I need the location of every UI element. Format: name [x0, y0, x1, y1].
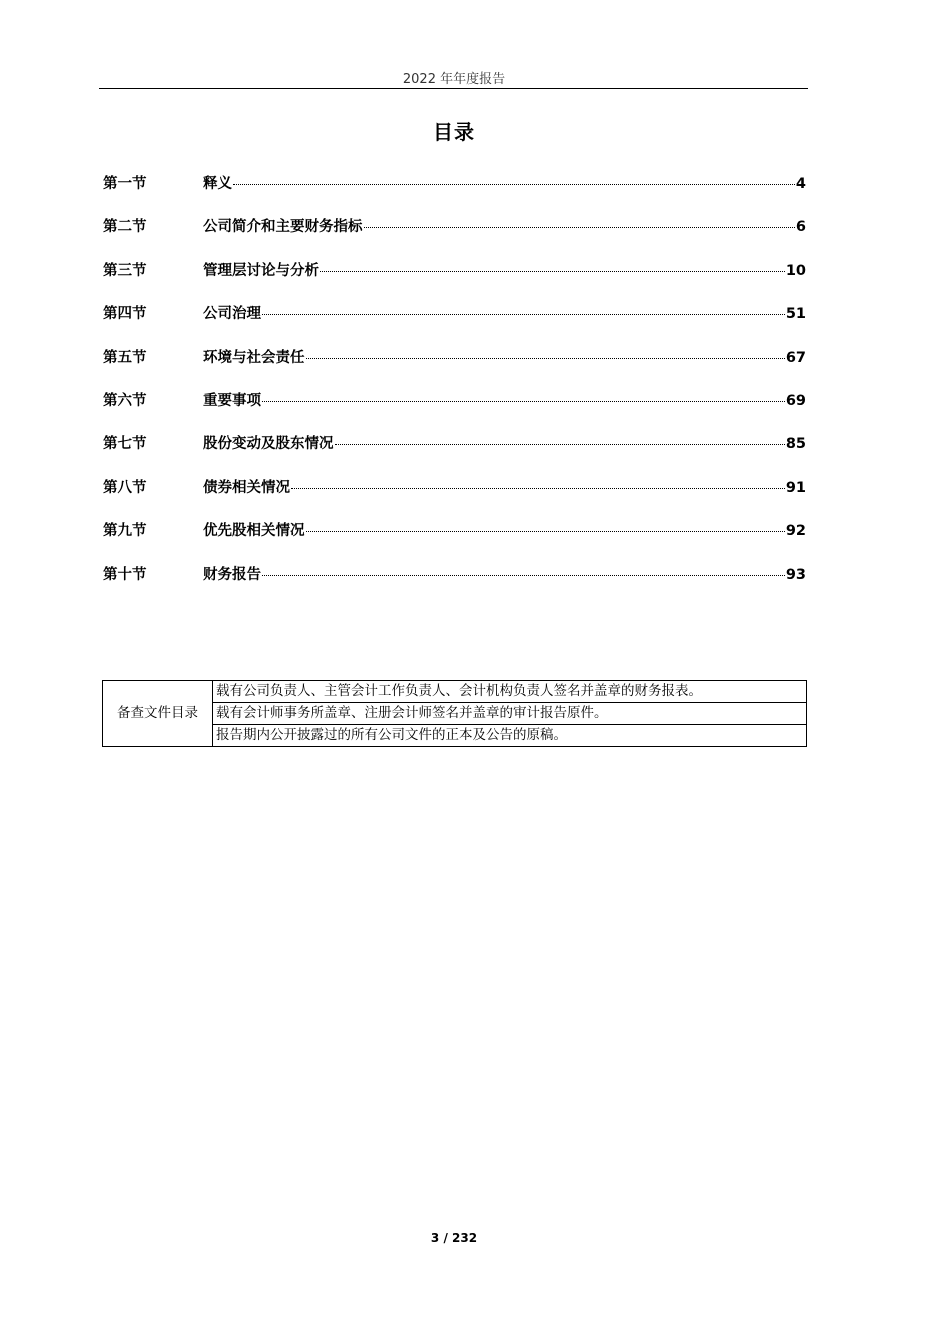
- toc-entry-10[interactable]: [103, 563, 806, 606]
- toc-section-title: 股份变动及股东情况: [203, 436, 334, 453]
- reference-document-item: 载有会计师事务所盖章、注册会计师签名并盖章的审计报告原件。: [213, 703, 807, 725]
- toc-section-number: 第十节: [103, 566, 147, 583]
- toc-section-title: 财务报告: [203, 566, 261, 583]
- reference-documents-table: [102, 680, 807, 747]
- toc-page-number: 85: [785, 436, 806, 453]
- page-number: 3 / 232: [430, 1231, 478, 1245]
- toc-section-number: 第六节: [103, 392, 147, 409]
- toc-dot-leader: [291, 488, 785, 489]
- toc-section-number: 第三节: [103, 262, 147, 279]
- toc-page-number: 93: [785, 566, 806, 583]
- reference-documents-label: 备查文件目录: [103, 681, 213, 747]
- toc-page-number: 51: [785, 306, 806, 323]
- toc-section-title: 释义: [203, 176, 232, 192]
- toc-entry-6[interactable]: [103, 389, 806, 432]
- toc-dot-leader: [306, 531, 785, 532]
- toc-page-number: 4: [795, 176, 806, 192]
- toc-section-title: 公司简介和主要财务指标: [203, 219, 363, 236]
- toc-section-number: 第五节: [103, 349, 147, 366]
- toc-section-number: 第四节: [103, 306, 147, 323]
- toc-list: [103, 172, 806, 606]
- toc-page-number: 6: [795, 219, 806, 236]
- header-divider: [99, 88, 808, 89]
- toc-entry-8[interactable]: [103, 476, 806, 519]
- toc-section-title: 管理层讨论与分析: [203, 262, 319, 279]
- toc-section-number: 第九节: [103, 523, 147, 540]
- toc-entry-9[interactable]: [103, 519, 806, 562]
- toc-section-number: 第一节: [103, 176, 147, 192]
- toc-dot-leader: [233, 184, 795, 185]
- toc-page-number: 91: [785, 479, 806, 496]
- toc-page-number: 69: [785, 392, 806, 409]
- toc-page-number: 67: [785, 349, 806, 366]
- toc-page-number: 10: [785, 262, 806, 279]
- toc-dot-leader: [306, 358, 785, 359]
- toc-entry-5[interactable]: [103, 346, 806, 389]
- toc-dot-leader: [262, 575, 785, 576]
- toc-section-number: 第八节: [103, 479, 147, 496]
- toc-section-title: 公司治理: [203, 306, 261, 323]
- toc-dot-leader: [262, 401, 785, 402]
- toc-section-number: 第七节: [103, 436, 147, 453]
- reference-document-item: 载有公司负责人、主管会计工作负责人、会计机构负责人签名并盖章的财务报表。: [213, 681, 807, 703]
- table-row: [103, 681, 807, 703]
- reference-document-item: 报告期内公开披露过的所有公司文件的正本及公告的原稿。: [213, 725, 807, 747]
- toc-entry-7[interactable]: [103, 432, 806, 475]
- toc-dot-leader: [364, 227, 795, 228]
- toc-title: 目录: [433, 120, 475, 144]
- toc-section-title: 环境与社会责任: [203, 349, 305, 366]
- toc-dot-leader: [262, 314, 785, 315]
- toc-section-title: 债券相关情况: [203, 479, 290, 496]
- toc-entry-3[interactable]: [103, 259, 806, 302]
- toc-section-title: 优先股相关情况: [203, 523, 305, 540]
- toc-section-title: 重要事项: [203, 392, 261, 409]
- running-header: 2022 年年度报告: [402, 72, 506, 87]
- toc-entry-4[interactable]: [103, 302, 806, 345]
- toc-dot-leader: [320, 271, 785, 272]
- toc-section-number: 第二节: [103, 219, 147, 236]
- toc-page-number: 92: [785, 523, 806, 540]
- toc-entry-2[interactable]: [103, 215, 806, 258]
- toc-entry-1[interactable]: [103, 172, 806, 215]
- toc-dot-leader: [335, 444, 785, 445]
